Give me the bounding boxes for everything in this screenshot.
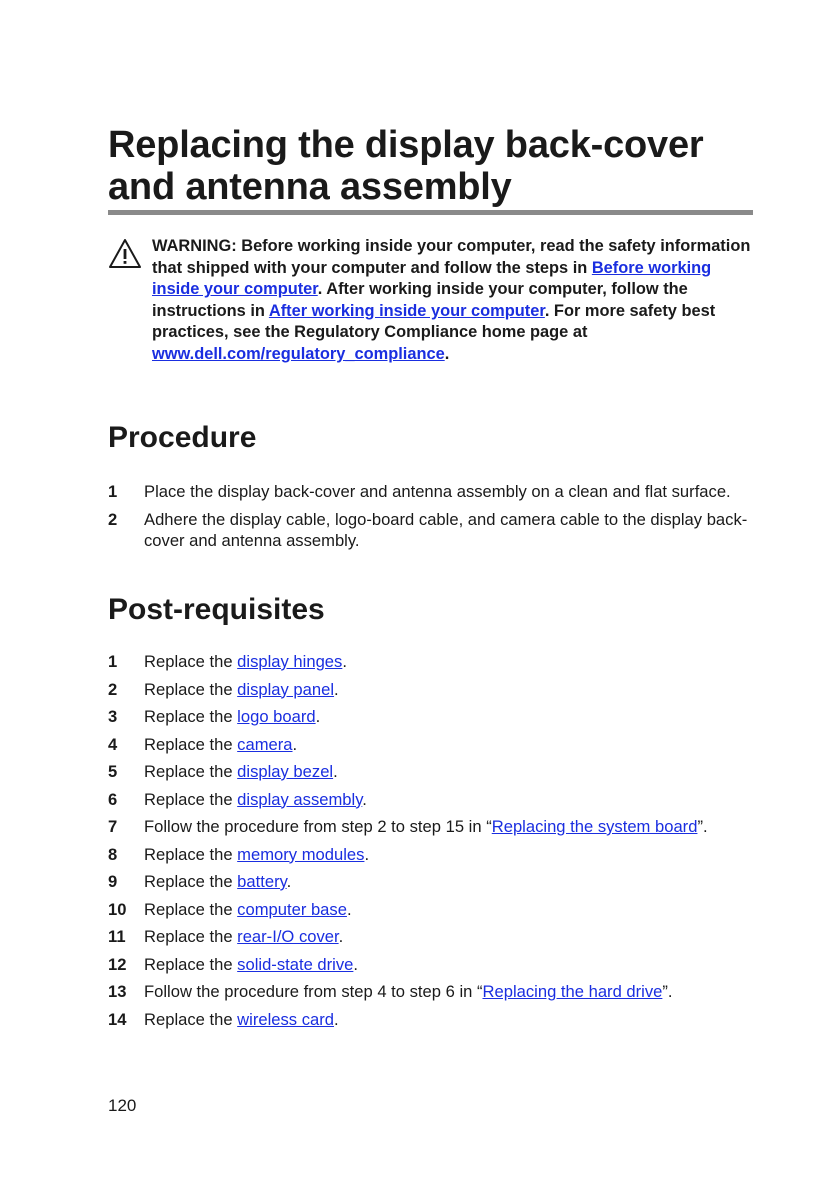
post-requisite-step xyxy=(108,706,758,728)
post-requisite-step xyxy=(108,679,758,701)
step-text: Replace the xyxy=(144,927,238,946)
post-requisite-step xyxy=(108,926,758,948)
post-requisite-step xyxy=(108,1009,758,1031)
post-requisite-step xyxy=(108,734,758,756)
link-display-bezel[interactable]: display bezel xyxy=(237,762,334,781)
post-requisite-steps xyxy=(108,651,758,1036)
step-number: 7 xyxy=(108,817,118,836)
warning-icon xyxy=(108,238,142,270)
procedure-heading: Procedure xyxy=(108,421,257,454)
procedure-step xyxy=(108,509,758,552)
step-text: Replace the xyxy=(144,707,238,726)
step-number: 4 xyxy=(108,734,118,754)
link-replacing-the-system-board[interactable]: Replacing the system board xyxy=(491,817,698,836)
link-solid-state-drive[interactable]: solid-state drive xyxy=(237,954,354,974)
link-before-working-inside[interactable]: Before working inside your computer xyxy=(152,258,712,299)
link-rear-i-o-cover[interactable]: rear-I/O cover xyxy=(237,927,339,946)
step-text: Replace the xyxy=(144,954,238,974)
step-text: Replace the xyxy=(144,734,238,754)
step-text: Replace the xyxy=(144,844,238,864)
step-text-end: . xyxy=(333,762,338,781)
post-requisite-step xyxy=(108,761,758,783)
link-logo-board[interactable]: logo board xyxy=(237,707,316,726)
link-battery[interactable]: battery xyxy=(237,872,287,891)
page-title: Replacing the display back-cover and antenna assembly xyxy=(108,124,704,208)
post-requisite-step xyxy=(108,651,758,673)
step-number: 9 xyxy=(108,872,118,891)
step-text: Adhere the display cable, logo-board cable, and camera cable to the display back-cover and antenna assembly. xyxy=(144,509,748,550)
page-number: 120 xyxy=(108,1096,137,1115)
step-text: Replace the xyxy=(144,1009,238,1029)
title-underline xyxy=(108,210,753,215)
step-text: Replace the xyxy=(144,899,238,919)
step-text-end: . xyxy=(292,734,298,754)
step-text-end: . xyxy=(346,899,352,919)
post-requisite-step xyxy=(108,789,758,811)
link-camera[interactable]: camera xyxy=(237,734,293,754)
step-number: 14 xyxy=(108,1009,127,1029)
step-number: 2 xyxy=(108,509,118,529)
step-text-end: . xyxy=(338,927,344,946)
step-number: 13 xyxy=(108,982,127,1001)
step-text: Replace the xyxy=(144,789,238,809)
post-requisite-step xyxy=(108,816,758,838)
link-display-assembly[interactable]: display assembly xyxy=(237,789,363,809)
step-number: 1 xyxy=(108,652,118,671)
procedure-steps xyxy=(108,481,758,558)
post-requisite-step xyxy=(108,871,758,893)
step-text-end: . xyxy=(315,707,321,726)
step-text-end: . xyxy=(334,679,339,699)
procedure-step xyxy=(108,481,758,503)
warning-text: WARNING: Before working inside your computer, read the safety information that shipped with your computer and follow the steps in Before working inside your computer. After working inside your computer, follow the instructions in After working inside your computer. For more safety best practices, see the Regulatory Compliance home page at www.dell.com/regulatory_compliance. xyxy=(152,237,751,363)
step-text-end: ”. xyxy=(662,982,673,1001)
step-number: 11 xyxy=(108,927,126,946)
link-wireless-card[interactable]: wireless card xyxy=(237,1009,334,1029)
step-text: Place the display back-cover and antenna assembly on a clean and flat surface. xyxy=(144,482,731,501)
link-computer-base[interactable]: computer base xyxy=(237,899,347,919)
step-text-end: . xyxy=(286,872,292,891)
step-text: Follow the procedure from step 4 to step 6 in “ xyxy=(144,982,483,1001)
step-number: 3 xyxy=(108,707,118,726)
step-text: Follow the procedure from step 2 to step 15 in “ xyxy=(144,817,492,836)
link-display-hinges[interactable]: display hinges xyxy=(237,652,343,671)
post-requisite-step xyxy=(108,844,758,866)
link-after-working-inside[interactable]: After working inside your computer xyxy=(268,301,545,320)
step-number: 8 xyxy=(108,844,118,864)
step-number: 10 xyxy=(108,899,127,919)
link-replacing-the-hard-drive[interactable]: Replacing the hard drive xyxy=(482,982,663,1001)
step-text-end: . xyxy=(342,652,347,671)
post-requisite-step xyxy=(108,899,758,921)
step-number: 2 xyxy=(108,679,118,699)
step-text: Replace the xyxy=(144,679,238,699)
step-text: Replace the xyxy=(144,652,238,671)
step-text: Replace the xyxy=(144,872,238,891)
step-text: Replace the xyxy=(144,762,238,781)
step-text-end: . xyxy=(353,954,359,974)
post-requisite-step xyxy=(108,954,758,976)
post-requisites-heading: Post-requisites xyxy=(108,593,325,626)
link-display-panel[interactable]: display panel xyxy=(237,679,335,699)
step-text-end: . xyxy=(362,789,367,809)
step-text-end: ”. xyxy=(697,817,708,836)
step-text-end: . xyxy=(364,844,370,864)
step-number: 1 xyxy=(108,482,118,501)
step-number: 12 xyxy=(108,954,127,974)
step-number: 5 xyxy=(108,762,118,781)
step-number: 6 xyxy=(108,789,118,809)
step-text-end: . xyxy=(334,1009,339,1029)
link-regulatory-compliance[interactable]: www.dell.com/regulatory_compliance xyxy=(152,344,445,363)
post-requisite-step xyxy=(108,981,758,1003)
link-memory-modules[interactable]: memory modules xyxy=(237,844,365,864)
